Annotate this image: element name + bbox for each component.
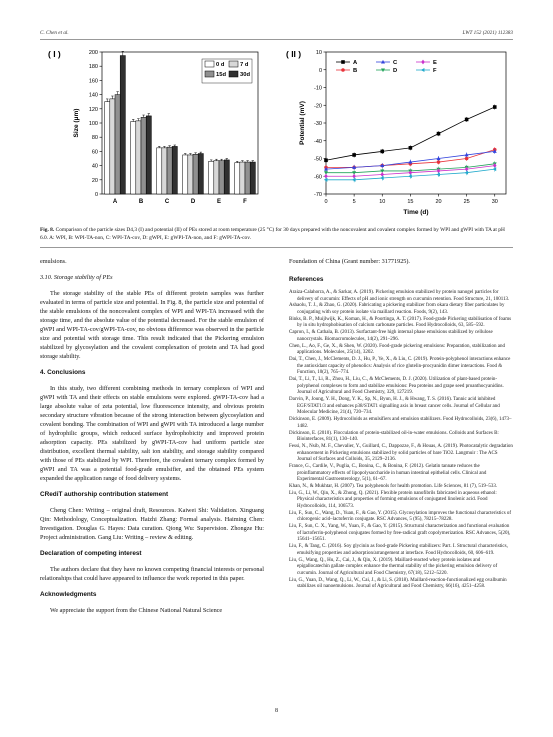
reference-item: Liu, F., Sun, C., Wang, D., Yuan, F., & Gao, Y. (2015). Glycosylation improves the functional characteristics of chlorogenic acid–lactoferrin conjugate. RSC Advances, 5 (95), 78215–78228. [289,510,512,523]
y-tick-label: 180 [88,64,98,71]
paragraph: emulsions. [40,258,67,265]
y-tick-label: 200 [88,50,98,56]
x-tick-label: B [138,199,144,205]
legend-label: F [433,68,437,74]
data-point [493,105,497,109]
reference-item: Liu, F., & Tang, C. (2016). Soy glycinin as food-grade Pickering stabilizers: Part. I. Structural characteristics, emulsifying properties and adsorption/arrangement at interface. Food Hydrocolloids, 60, 606–619. [289,544,508,556]
data-point [352,178,356,182]
x-tick-label: E [216,199,222,205]
bar [157,148,162,194]
bar [172,146,177,194]
y-tick-label: -30 [314,121,322,127]
reference-item: Chen, L., Ao, F., Ge, X., & Shen, W. (2020). Food-grade pickering emulsions: Preparation, stabilization and applications. Molecules, 25(14), 3202. [289,343,505,356]
legend-label: 7 d [240,62,249,68]
data-point [409,146,413,150]
data-point [324,158,328,162]
bar [209,161,214,194]
legend-swatch [229,61,238,67]
x-axis-title: Time (d) [403,209,429,216]
x-tick-label: 20 [435,199,442,205]
legend-label: C [393,60,398,66]
y-tick-label: 0 [94,192,98,198]
y-tick-label: -20 [314,103,322,110]
reference-item: Araiza-Calahorra, A., & Sarkar, A. (2019). Pickering emulsion stabilized by protein nanogel particles for delivery of curcumin: Effects of pH and ionic strength on curcumin retention. Food Structure, 21, 100113. [289,290,510,302]
data-point [324,178,328,182]
reference-item: France, G., Cardile, V., Puglia, C., Bonina, C., & Bonina, F. (2012). Gelatin tannate reduces the proinflammatory effects of lipopolysaccharide in human intestinal epithelial cells. Clinical and Experimental Gastroenterology, 5(1), 61–67. [289,464,487,483]
data-point [465,118,469,122]
right-column [289,257,513,591]
bar [224,160,229,194]
figure-label: Fig. 8. [40,227,55,233]
legend-label: B [353,68,358,74]
section-heading-3-10: 3.10. Storage stability of PEs [40,274,113,281]
bar [120,56,125,194]
bar [250,162,255,194]
bar [183,155,188,194]
paragraph: Foundation of China (Grant number: 31771925). [289,258,410,265]
bar [105,102,110,194]
bar [141,117,146,194]
y-tick-label: 60 [91,149,98,156]
bar [136,121,141,194]
figure-caption [40,226,513,242]
bar [131,122,136,194]
y-tick-label: -40 [314,138,322,145]
bar [193,154,198,194]
reference-item: Capron, I., & Cathala, B. (2013). Surfactant-free high internal phase emulsions stabilized by cellulose nanocrystals. Biomacromolecules, 14(2), 291–296. [289,330,493,342]
data-point [437,132,441,136]
reference-item: Binks, B. P., Muijlwijk, K., Koman, H., & Poortinga, A. T. (2017). Food-grade Pickering stabilisation of foams by in situ hydrophobisation of calcium carbonate particles. Food Hydrocolloids, 63, 585–592. [289,316,512,329]
x-tick-label: A [112,199,118,205]
reference-item: Darvin, P., Joung, Y. H., Dong, Y. K., Sp, N., Byun, H. J., & Hwang, T. S. (2016). Tannic acid inhibited EGF/STAT1/3 and enhances p38/STAT1 signalling axis in breast cancer cells. Journal of Cellular and Molecular Medicine, 21(4), 720–734. [289,397,500,416]
y-tick-label: 40 [91,163,98,170]
y-tick-label: 100 [88,121,98,127]
data-point [408,174,412,178]
running-header-authors: C. Chen et al. [40,30,69,36]
x-tick-label: D [190,199,196,205]
reference-item: Dickinson, E. (2010). Flocculation of protein-stabilized oil-in-water emulsions. Colloids and Surfaces B: Biointerfaces, 81(1), 130–140. [289,430,499,443]
legend-swatch [229,71,238,77]
x-tick-label: 5 [352,199,356,205]
left-column [40,257,264,615]
bar [198,154,203,194]
x-tick-label: 15 [407,199,414,205]
x-tick-label: 30 [491,199,498,205]
paragraph: The authors declare that they have no known competing financial interests or personal relationships that could have appeared to influence the work reported in this paper. [40,566,264,582]
y-tick-label: 140 [88,92,98,99]
bar [146,116,151,194]
x-tick-label: 0 [324,199,328,205]
section-heading-declaration: Declaration of competing interest [40,550,142,557]
data-point [380,150,384,154]
reference-item: Fessi, N., Nsib, M. F., Chevalier, Y., Guillard, C., Dappozze, F., & Houas, A. (2019). Photocatalytic degradation enhancement in Pickering emulsions stabilized by solid particles of bare TiO2. Langmuir : The ACS Journal of Surfaces and Colloids, 35, 2129–2136. [289,444,513,463]
x-tick-label: 10 [379,199,386,205]
page-number: 8 [275,708,278,714]
legend-swatch [205,61,214,67]
figure-8 [40,44,513,222]
bar [219,161,224,194]
legend-label: D [393,68,398,74]
reference-item: Dickinson, E. (2009). Hydrocolloids as emulsifiers and emulsion stabilizers. Food Hydrocolloids, 23(6), 1473–1482. [289,417,512,429]
running-header-journal: LWT 152 (2021) 112383 [462,30,513,36]
series-line [326,107,495,160]
bar [235,163,240,194]
data-point [464,171,468,175]
reference-item: Liu, G., Li, W., Qin, X., & Zhong, Q. (2021). Flexible protein nanofibrils fabricated in aqueous ethanol: Physical characteristics and properties of forming emulsions of conjugated linolenic acid. Food Hydrocolloids, 114, 106573. [289,490,497,509]
reference-item: Khan, N., & Mukhtar, H. (2007). Tea polyphenols for health promotion. Life Sciences, 81 (7), 519–533. [289,483,498,489]
y-tick-label: -10 [314,85,322,92]
x-tick-label: C [164,199,170,205]
caption-rule [40,247,513,248]
legend-label: E [433,60,437,66]
legend-marker [341,68,345,72]
reference-item: Ashaolu, T. J., & Zhao, G. (2020). Fabricating a pickering stabilizer from okara dietary fiber particulates by conjugating with soy protein isolate via maillard reaction. Foods, 9(2), 143. [289,303,505,315]
legend-label: 30d [240,72,250,78]
legend-marker [421,60,425,65]
data-point [436,172,440,176]
size-bar-chart [48,49,258,205]
y-tick-label: 0 [318,67,322,74]
reference-list [289,290,513,591]
reference-item: Liu, G., Wang, Q., Hu, Z., Cai, J., & Qin, X. (2019). Maillard-reacted whey protein isolates and epigallocatechin gallate complex enhance the thermal stability of the pickering emulsion delivery of curcumin. Journal of Agricultural and Food Chemistry, 67(18), 5212–5220. [289,557,498,576]
paragraph: The storage stability of the stable PEs of different protein samples was further evaluated in terms of particle size and potential. In Fig. 8, the particle size and potential of the stable emulsions of the noncovalent complex of WPI and WPI-TA increased with the storage time, and the absolute value of the potential decreased. For the stable emulsion of gWPI and WPI-TA-cov/gWPI-TA-cov, no obvious difference was observed in the particle size and potential with storage time. This result indicated that the Pickering emulsion stabilized by glycosylation and the covalent complexation of protein and TA had good storage stability. [40,290,264,360]
reference-item: Dai, T., Chen, J., McClements, D. J., Hu, P., Ye, X., & Liu, C. (2019). Protein-polyphenol interactions enhance the antioxidant capacity of phenolics: Analysis of rice glutelin-procyanidin dimer interactions. Food & Function, 10(2), 765–774. [289,357,511,376]
panel-label: ( II ) [286,49,302,59]
y-tick-label: -70 [314,192,322,198]
legend-swatch [205,71,214,77]
y-axis-title: Size (μm) [73,108,80,138]
bar [162,148,167,194]
legend-marker [421,68,425,72]
data-point [352,153,356,157]
y-axis-title: Potential (mV) [299,101,306,145]
paragraph: We appreciate the support from the Chinese National Natural Science [50,607,223,614]
references-heading: References [289,276,324,283]
reference-item: Liu, G., Yuan, D., Wang, Q., Li, W., Cai, J., & Li, S. (2018). Maillard-reaction-functionalized egg ovalbumin stabilizes oil nanoemulsions. Journal of Agricultural and Food Chemistry, 66(16), 4251–4258. [289,577,507,590]
paragraph: In this study, two different combining methods in ternary complexes of WPI and gWPI with TA and their effects on stable emulsions were explored. gWPI-TA-cov had a large absolute value of zeta potential, low fluorescence intensity, and obvious protein secondary structure vibration because of the strong interaction between glycosylation and covalent bonding. The combination of WPI and gWPI with TA introduced a large number of hydrophilic groups, which reduced surface hydrophobicity and improved protein adsorption capacity. PEs stabilized by gWPI-TA-cov had uniform particle size distribution, excellent thermal stability, salt ion stability, and storage stability compared with those of PEs stabilized by WPI. Therefore, the covalent ternary complex formed by gWPI and TA was a potential food-grade emulsifier, and the obtained PEs system expanded the application range of food delivery systems. [40,385,264,482]
legend-marker [341,60,345,64]
y-tick-label: 80 [91,135,98,142]
section-heading-credit: CRediT authorship contribution statement [40,491,169,498]
legend-label: 0 d [216,62,225,68]
bar [214,161,219,194]
figure-caption-text: Comparison of the particle sizes D4,3 (I) and potential (II) of PEs stored at room temperature (25 °C) for 30 days prepared with the noncovalent and covalent complex formed by WPI and gWPI with TA at pH 6.0. A: WPI, B: WPI-TA-non, C: WPI-TA-cov, D: gWPI, E: gWPI-TA-non, and F: gWPI-TA-cov. [40,227,505,242]
y-tick-label: -60 [314,174,322,181]
data-point [380,176,384,180]
y-tick-label: 160 [88,78,98,85]
section-heading-acknowledgments: Acknowledgments [40,591,97,598]
bar [167,147,172,194]
section-heading-conclusions: 4. Conclusions [40,369,86,376]
bar [240,162,245,194]
y-tick-label: 20 [91,177,98,184]
data-point [493,167,497,171]
paragraph: Cheng Chen: Writing – original draft, Resources. Kaiwei Shi: Validation. Xinguang Qin: Methodology, Conceptualization. Haizhi Zhang: Formal analysis. Haiming Chen: Investigation. Douglas G. Hayes: Data curation. Qiong Wu: Supervision. Zhongze Hu: Project administration. Gang Liu: Writing – review & editing. [40,507,264,541]
reference-item: Dai, T., Li, T., Li, R., Zhou, H., Liu, C., & McClements, D. J. (2020). Utilization of plant-based protein-polyphenol complexes to form and stabilize emulsions: Pea proteins and grape seed proanthocyanidins. Journal of Agricultural and Food Chemistry, 329, 127219. [289,377,504,396]
panel-label: ( I ) [48,49,61,59]
bar [115,95,120,194]
y-tick-label: -50 [314,156,322,163]
legend-label: 15d [216,72,226,78]
y-tick-label: 120 [88,106,98,113]
bar [188,155,193,194]
y-tick-label: 10 [315,50,322,56]
bar [245,162,250,194]
legend-label: A [353,60,358,66]
potential-line-chart [286,49,506,216]
x-tick-label: 25 [463,199,470,205]
x-tick-label: F [243,199,247,205]
reference-item: Liu, F., Sun, C. X., Yang, W., Yuan, F., & Gao, Y. (2015). Structural characterization and functional evaluation of lactoferrin-polyphenol conjugates formed by free-radical graft copolymerization. RSC Advances, 5(20), 15641–15651. [289,524,511,543]
bar [110,99,115,194]
header-rule [40,39,513,40]
